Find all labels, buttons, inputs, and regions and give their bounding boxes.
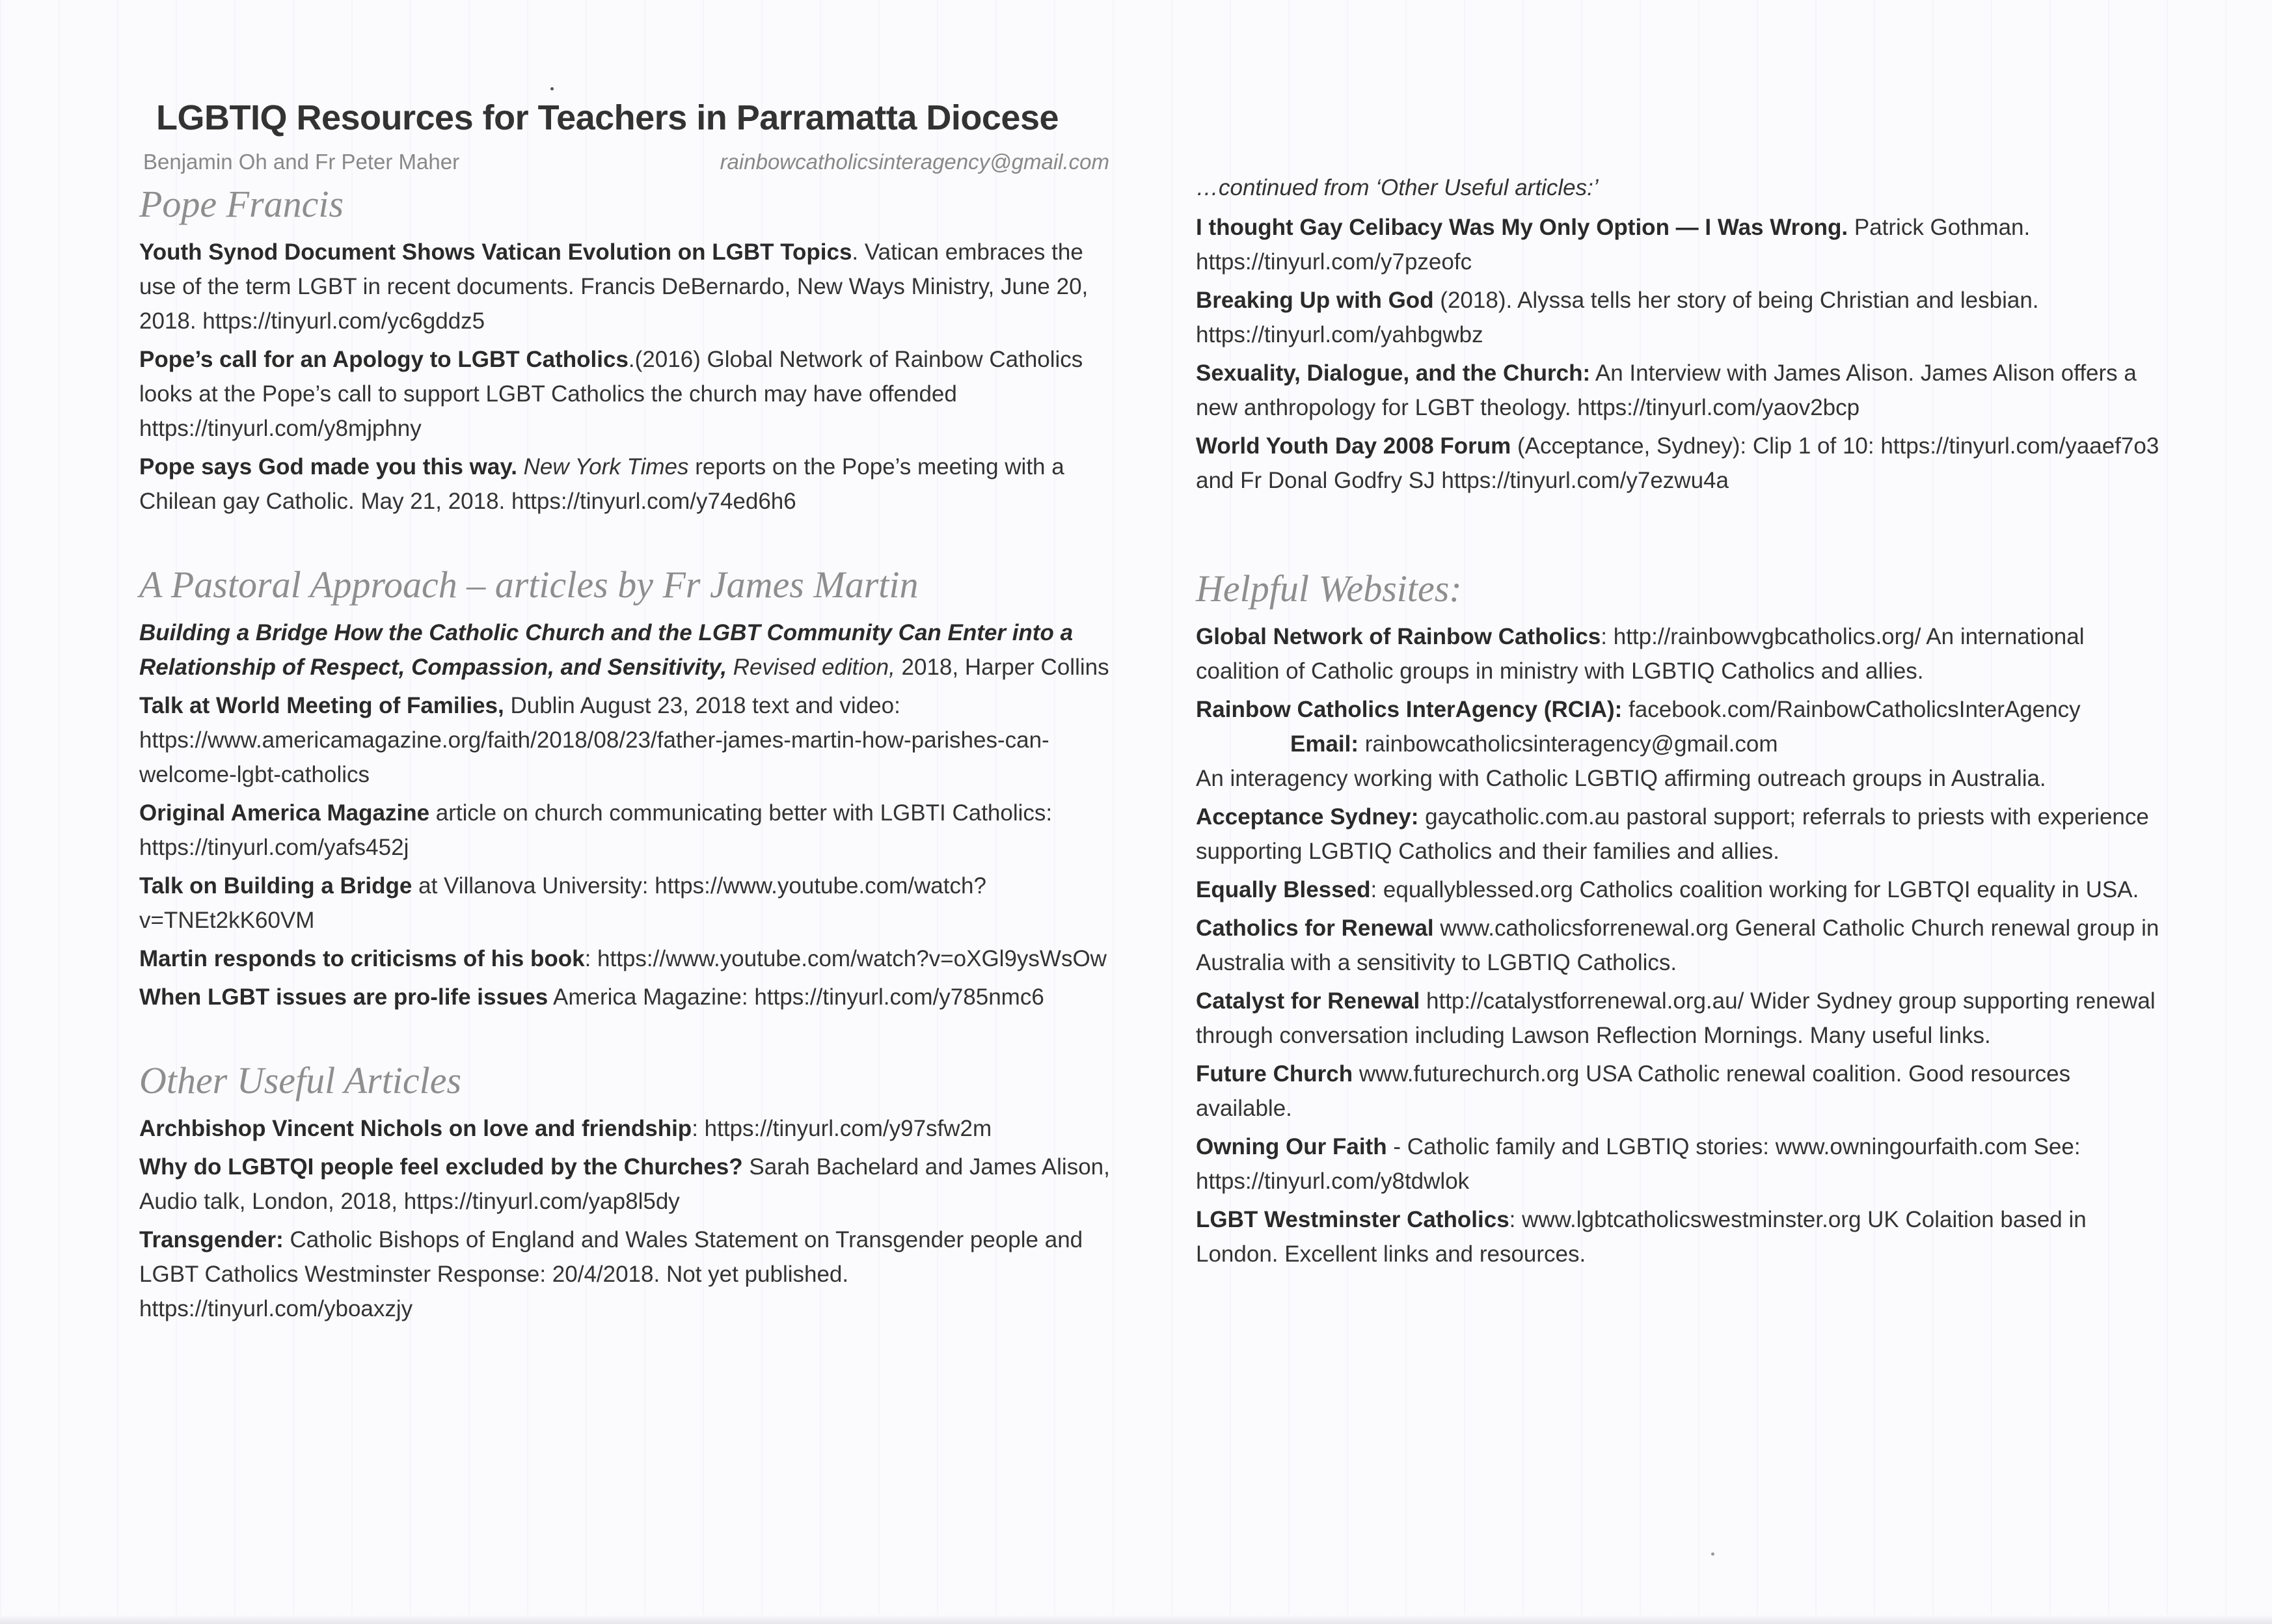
entry-body[interactable]: . Vatican embraces the use of the term LGBT in recent documents. Francis DeBernardo, New Ways Ministry, June 20, 2018. https://tinyurl.com/yc6gddz5 <box>139 239 1089 334</box>
entry-body[interactable]: An Interview with James Alison. James Alison offers a new anthropology for LGBT theology. https://tinyurl.com/yaov2bcp <box>1196 360 2137 420</box>
byline <box>143 150 1109 174</box>
list-item <box>139 450 1115 519</box>
list-item <box>1196 692 2165 796</box>
list-item <box>139 1223 1115 1326</box>
list-item <box>139 342 1115 446</box>
publication-name: New York Times <box>523 454 689 480</box>
section-heading-other-articles: Other Useful Articles <box>139 1059 462 1102</box>
list-item <box>139 796 1115 865</box>
list-item <box>1196 911 2165 980</box>
continued-note: …continued from ‘Other Useful articles:’ <box>1196 175 1599 200</box>
entry-title: Sexuality, Dialogue, and the Church: <box>1196 360 1591 386</box>
entry-title: Catalyst for Renewal <box>1196 988 1420 1014</box>
entry-title: When LGBT issues are pro-life issues <box>139 984 548 1010</box>
entry-title: Archbishop Vincent Nichols on love and friendship <box>139 1116 692 1141</box>
list-item <box>139 616 1115 684</box>
entry-body[interactable]: .(2016) Global Network of Rainbow Catholics looks at the Pope’s call to support LGBT Catholics the church may have offended https://tinyurl.com/y8mjphny <box>139 347 1083 441</box>
list-item <box>139 869 1115 938</box>
book-title: Building a Bridge How the Catholic Church and the LGBT Community Can Enter into a Relationship of Respect, Compassion, and Sensitivity, <box>139 620 1074 680</box>
list-item <box>1196 619 2165 688</box>
entry-title: Rainbow Catholics InterAgency (RCIA): <box>1196 697 1623 722</box>
entry-title: Martin responds to criticisms of his book <box>139 946 585 971</box>
contact-email-link[interactable]: rainbowcatholicsinteragency@gmail.com <box>720 150 1109 174</box>
entry-body[interactable]: reports on the Pope’s meeting with a Chilean gay Catholic. May 21, 2018. https://tinyurl.com/y74ed6h6 <box>139 454 1064 514</box>
scan-speck <box>1711 1552 1714 1556</box>
entry-body[interactable]: Catholic Bishops of England and Wales Statement on Transgender people and LGBT Catholics Westminster Response: 20/4/2018. Not yet published. https://tinyurl.com/yboaxzjy <box>139 1227 1083 1321</box>
list-item <box>139 1111 1115 1146</box>
entry-title: LGBT Westminster Catholics <box>1196 1207 1509 1232</box>
email-label: Email: <box>1290 731 1359 757</box>
section-heading-helpful-websites: Helpful Websites: <box>1196 567 1462 610</box>
entry-title: Owning Our Faith <box>1196 1134 1387 1159</box>
list-item <box>1196 1202 2165 1271</box>
list-item <box>1196 1130 2165 1198</box>
list-item <box>1196 984 2165 1053</box>
entry-body[interactable]: : equallyblessed.org Catholics coalition working for LGBTQI equality in USA. <box>1370 877 2139 902</box>
section-heading-pope-francis: Pope Francis <box>139 183 344 225</box>
authors: Benjamin Oh and Fr Peter Maher <box>143 150 460 174</box>
right-column <box>1196 170 2165 1275</box>
entry-title: Future Church <box>1196 1061 1353 1087</box>
entry-description: An interagency working with Catholic LGBTIQ affirming outreach groups in Australia. <box>1196 766 2046 791</box>
entry-body[interactable]: facebook.com/RainbowCatholicsInterAgency <box>1622 697 2081 722</box>
entry-title: Global Network of Rainbow Catholics <box>1196 624 1601 649</box>
list-item <box>139 235 1115 338</box>
scan-bottom-edge <box>0 1615 2272 1624</box>
spacer <box>139 522 1115 563</box>
entry-body[interactable]: : http://rainbowvgbcatholics.org/ An international coalition of Catholic groups in ministry with LGBTIQ Catholics and allies. <box>1196 624 2085 684</box>
entry-body[interactable]: - Catholic family and LGBTIQ stories: www.owningourfaith.com See: https://tinyurl.com/y8tdwlok <box>1196 1134 2081 1194</box>
entry-body[interactable]: Sarah Bachelard and James Alison, Audio talk, London, 2018, https://tinyurl.com/yap8l5dy <box>139 1154 1110 1214</box>
list-item <box>139 1150 1115 1219</box>
entry-body[interactable]: gaycatholic.com.au pastoral support; referrals to priests with experience supporting LGBTIQ Catholics and their families and allies. <box>1196 804 2149 864</box>
list-item <box>1196 210 2165 279</box>
entry-title: Pope says God made you this way. <box>139 454 517 480</box>
list-item <box>1196 1057 2165 1126</box>
edition-note: Revised edition, <box>727 655 895 680</box>
section-heading-pastoral-approach: A Pastoral Approach – articles by Fr James Martin <box>139 563 919 606</box>
list-item <box>1196 800 2165 869</box>
entry-title: Equally Blessed <box>1196 877 1371 902</box>
entry-body[interactable]: www.catholicsforrenewal.org General Catholic Church renewal group in Australia with a sensitivity to LGBTIQ Catholics. <box>1196 915 2159 975</box>
list-item <box>139 941 1115 976</box>
entry-body[interactable]: (Acceptance, Sydney): Clip 1 of 10: https://tinyurl.com/yaaef7o3 and Fr Donal Godfry SJ https://tinyurl.com/y7ezwu4a <box>1196 433 2159 493</box>
entry-title: Original America Magazine <box>139 800 430 826</box>
spacer <box>139 1018 1115 1059</box>
list-item <box>139 688 1115 792</box>
entry-body[interactable]: article on church communicating better with LGBTI Catholics: https://tinyurl.com/yafs452j <box>139 800 1053 860</box>
entry-title: Pope’s call for an Apology to LGBT Catholics <box>139 347 629 372</box>
entry-title: World Youth Day 2008 Forum <box>1196 433 1511 459</box>
entry-body[interactable]: America Magazine: https://tinyurl.com/y785nmc6 <box>548 984 1044 1010</box>
spacer <box>1196 502 2165 567</box>
entry-title: Talk at World Meeting of Families, <box>139 693 504 718</box>
list-item <box>1196 356 2165 425</box>
entry-body[interactable]: (2018). Alyssa tells her story of being Christian and lesbian. https://tinyurl.com/yahbgwbz <box>1196 288 2039 347</box>
entry-body[interactable]: at Villanova University: https://www.youtube.com/watch?v=TNEt2kK60VM <box>139 873 986 933</box>
list-item <box>139 980 1115 1014</box>
entry-title: Acceptance Sydney: <box>1196 804 1419 830</box>
entry-body[interactable]: : https://www.youtube.com/watch?v=oXGl9ysWsOw <box>584 946 1107 971</box>
list-item <box>1196 283 2165 352</box>
scan-speck <box>550 87 554 90</box>
entry-body[interactable]: http://catalystforrenewal.org.au/ Wider Sydney group supporting renewal through conversation including Lawson Reflection Mornings. Many useful links. <box>1196 988 2156 1048</box>
entry-body[interactable]: www.futurechurch.org USA Catholic renewal coalition. Good resources available. <box>1196 1061 2071 1121</box>
left-column <box>139 98 1115 1330</box>
entry-body[interactable]: : https://tinyurl.com/y97sfw2m <box>692 1116 992 1141</box>
email-link[interactable]: rainbowcatholicsinteragency@gmail.com <box>1359 731 1778 757</box>
document-title: LGBTIQ Resources for Teachers in Parramatta Diocese <box>156 98 1059 137</box>
list-item <box>1196 429 2165 498</box>
entry-title: Talk on Building a Bridge <box>139 873 412 899</box>
entry-title: Why do LGBTQI people feel excluded by the Churches? <box>139 1154 743 1180</box>
entry-body: 2018, Harper Collins <box>895 655 1109 680</box>
list-item <box>1196 873 2165 907</box>
entry-body[interactable]: Dublin August 23, 2018 text and video: https://www.americamagazine.org/faith/2018/08/23/father-james-martin-how-parishes-can-welcome-lgbt-catholics <box>139 693 1049 787</box>
entry-title: Youth Synod Document Shows Vatican Evolution on LGBT Topics <box>139 239 852 265</box>
entry-title: Breaking Up with God <box>1196 288 1434 313</box>
entry-body[interactable]: Patrick Gothman. https://tinyurl.com/y7pzeofc <box>1196 215 2031 275</box>
entry-title: I thought Gay Celibacy Was My Only Option — I Was Wrong. <box>1196 215 1848 240</box>
entry-title: Transgender: <box>139 1227 284 1252</box>
entry-body[interactable]: : www.lgbtcatholicswestminster.org UK Colaition based in London. Excellent links and resources. <box>1196 1207 2087 1267</box>
entry-title: Catholics for Renewal <box>1196 915 1434 941</box>
